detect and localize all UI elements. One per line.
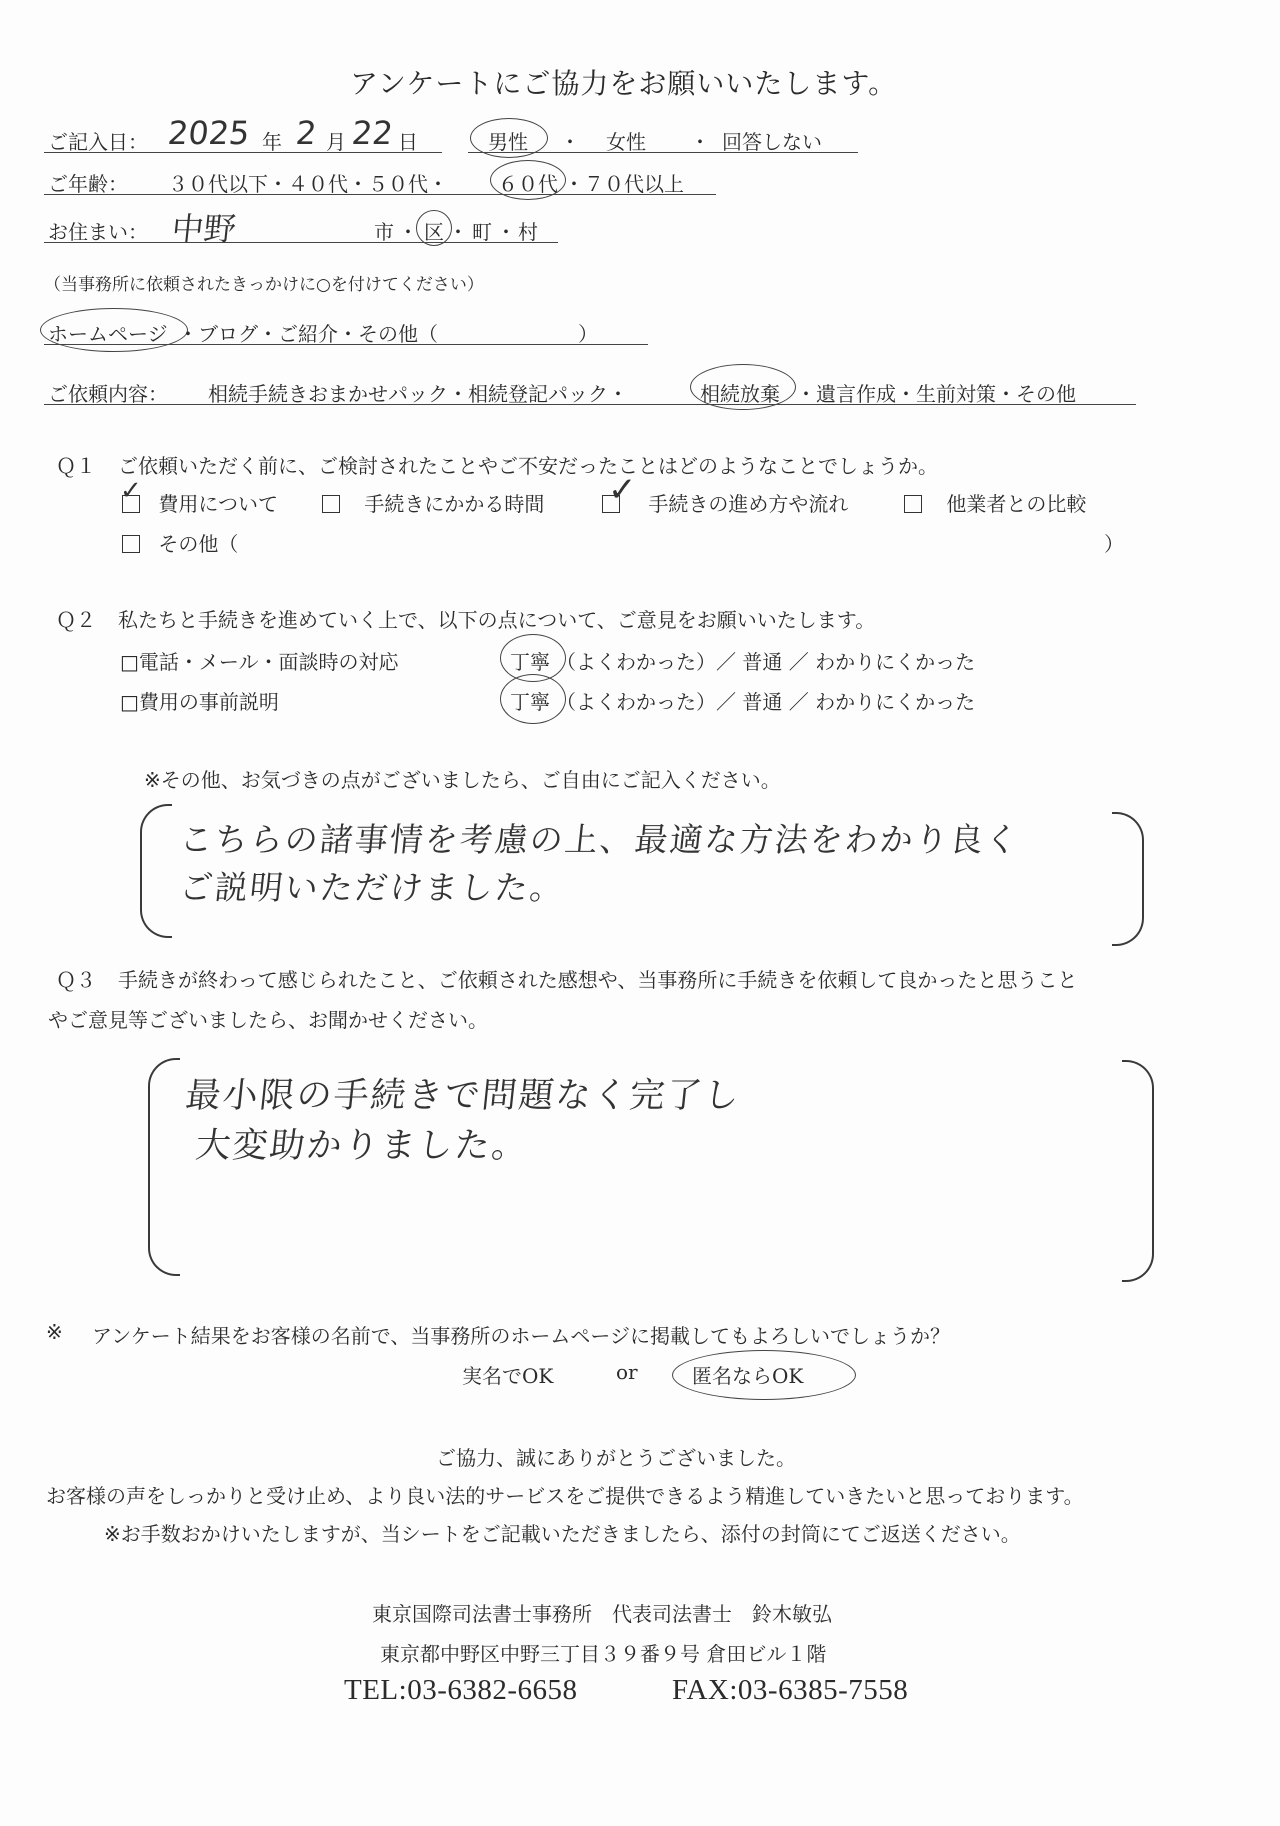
q2-free-prompt: ※その他、お気づきの点がございましたら、ご自由にご記入ください。 <box>144 768 781 792</box>
q2-comment-line1: こちらの諸事情を考慮の上、最適な方法をわかり良く <box>177 820 1022 859</box>
trigger-selected-circle <box>40 308 188 352</box>
q2-comment-line2: ご説明いただけました。 <box>177 868 567 907</box>
address-value: 中野 <box>169 210 238 248</box>
survey-title: アンケートにご協力をお願いいたします。 <box>350 67 898 100</box>
date-year-suffix: 年 <box>262 130 282 154</box>
q2-comment-bracket-right <box>1112 812 1144 946</box>
date-underline <box>44 152 442 153</box>
trigger-rest: ・ブログ・ご紹介・その他（ ） <box>178 322 598 346</box>
q1-question: ご依頼いただく前に、ご検討されたことやご不安だったことはどのようなことでしょうか。 <box>118 454 938 478</box>
age-label: ご年齢： <box>48 172 128 196</box>
date-day: 22 <box>350 114 395 152</box>
q1-option-other <box>122 528 238 557</box>
q1-option-other-close: ） <box>1104 532 1124 556</box>
request-part-b: ・遺言作成・生前対策・その他 <box>796 382 1076 406</box>
trigger-selected: ホームページ <box>48 322 168 346</box>
q2-item-fee-rating-selected: 丁寧 <box>510 690 550 714</box>
age-selected: ６０代 <box>498 172 558 196</box>
closing-thanks: ご協力、誠にありがとうございました。 <box>436 1446 796 1470</box>
q2-item-contact-rating-rest: （よくわかった）／ 普通 ／ わかりにくかった <box>556 650 976 674</box>
age-underline <box>44 194 716 195</box>
address-underline <box>44 242 558 243</box>
address-label: お住まい： <box>48 220 148 244</box>
gender-female: 女性 <box>606 130 646 154</box>
closing-line2: お客様の声をしっかりと受け止め、より良い法的サービスをご提供できるよう精進していきたいと思っております。 <box>46 1484 1084 1508</box>
q3-number: Ｑ３ <box>56 968 96 992</box>
address-ward-circle <box>416 210 452 246</box>
publish-option-anonymous: 匿名ならOK <box>692 1364 804 1388</box>
separator: ・ <box>690 130 710 154</box>
q3-question-line2: やご意見等ございましたら、お聞かせください。 <box>48 1008 488 1032</box>
footer-tel: TEL:03-6382-6658 <box>344 1674 578 1706</box>
address-city: 市 <box>374 220 394 244</box>
gender-underline <box>468 152 858 153</box>
check-mark-icon: ✓ <box>120 476 142 506</box>
date-year: 2025 <box>166 114 252 152</box>
q1-option-compare <box>904 488 1086 517</box>
q1-number: Ｑ１ <box>56 454 96 478</box>
checkbox <box>122 535 140 553</box>
q1-option-process-label: 手続きの進め方や流れ <box>648 492 849 516</box>
q2-question: 私たちと手続きを進めていく上で、以下の点について、ご意見をお願いいたします。 <box>118 608 876 632</box>
gender-male: 男性 <box>488 130 528 154</box>
q1-option-process <box>602 488 848 517</box>
separator: ・ <box>560 130 580 154</box>
request-selected: 相続放棄 <box>700 382 780 406</box>
q1-option-time <box>322 488 544 517</box>
q2-item-fee: □費用の事前説明 <box>120 690 279 714</box>
q3-question-line1: 手続きが終わって感じられたこと、ご依頼された感想や、当事務所に手続きを依頼して良かったと思うこと <box>118 968 1078 992</box>
age-options-b: ・７０代以上 <box>564 172 684 196</box>
publish-or: or <box>616 1360 638 1384</box>
date-day-suffix: 日 <box>398 130 418 154</box>
address-ward: 区 <box>424 220 444 244</box>
trigger-underline <box>44 344 648 345</box>
q1-option-cost <box>122 488 278 517</box>
separator: ・ <box>448 220 468 244</box>
q3-comment-bracket-right <box>1122 1060 1154 1282</box>
q1-option-other-label: その他（ <box>158 532 239 556</box>
q1-option-compare-label: 他業者との比較 <box>946 492 1087 516</box>
q3-comment-bracket-left <box>148 1058 180 1276</box>
publish-question: アンケート結果をお客様の名前で、当事務所のホームページに掲載してもよろしいでしょうか？ <box>92 1324 950 1348</box>
trigger-note: （当事務所に依頼されたきっかけに○を付けてください） <box>44 275 484 295</box>
date-month: 2 <box>294 114 319 152</box>
q3-comment-line1: 最小限の手続きで問題なく完了し <box>183 1076 743 1116</box>
q2-number: Ｑ２ <box>56 608 96 632</box>
footer-office: 東京国際司法書士事務所 代表司法書士 鈴木敏弘 <box>372 1602 832 1626</box>
age-options-a: ３０代以下・４０代・５０代・ <box>168 172 448 196</box>
check-mark-icon: ✓ <box>608 470 637 510</box>
publish-option-real-name: 実名でOK <box>462 1364 554 1388</box>
publish-option-anonymous-circle <box>672 1350 856 1400</box>
q2-comment-bracket-left <box>140 804 172 938</box>
footer-fax: FAX:03-6385-7558 <box>672 1674 909 1706</box>
q1-option-time-label: 手続きにかかる時間 <box>364 492 545 516</box>
checkbox <box>904 495 922 513</box>
publish-mark: ※ <box>46 1320 63 1344</box>
request-underline <box>44 404 1136 405</box>
address-village: 村 <box>518 220 538 244</box>
separator: ・ <box>496 220 516 244</box>
q3-comment-line2: 大変助かりました。 <box>193 1126 531 1166</box>
checkbox <box>322 495 340 513</box>
gender-none: 回答しない <box>722 130 822 154</box>
address-town: 町 <box>472 220 492 244</box>
date-month-suffix: 月 <box>326 130 346 154</box>
request-part-a: 相続手続きおまかせパック・相続登記パック・ <box>208 382 628 406</box>
separator: ・ <box>398 220 418 244</box>
q2-item-contact-rating-selected: 丁寧 <box>510 650 550 674</box>
q2-item-contact: □電話・メール・面談時の対応 <box>120 650 399 674</box>
closing-line3: ※お手数おかけいたしますが、当シートをご記載いただきましたら、添付の封筒にてご返送ください。 <box>104 1522 1021 1546</box>
q2-item-fee-rating-rest: （よくわかった）／ 普通 ／ わかりにくかった <box>556 690 976 714</box>
request-label: ご依頼内容： <box>48 382 168 406</box>
footer-address: 東京都中野区中野三丁目３９番９号 倉田ビル１階 <box>380 1642 827 1666</box>
date-label: ご記入日： <box>48 130 148 154</box>
q1-option-cost-label: 費用について <box>158 492 278 516</box>
